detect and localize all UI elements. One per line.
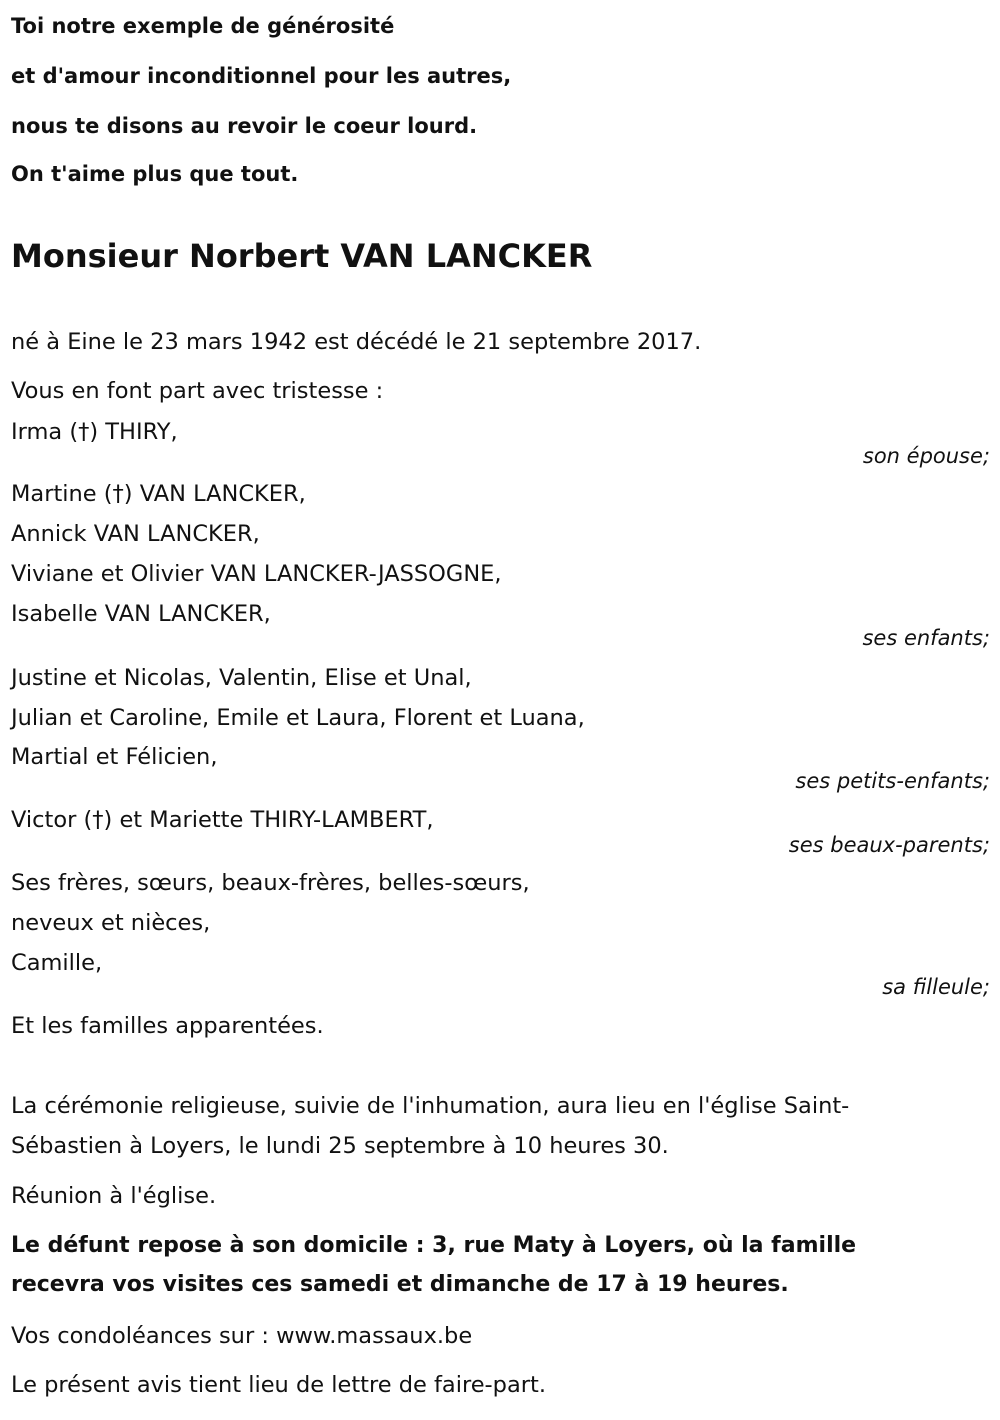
family-name: Isabelle VAN LANCKER, (11, 601, 271, 627)
relation-label: ses petits-enfants; (795, 769, 990, 793)
deceased-name-title: Monsieur Norbert VAN LANCKER (11, 237, 593, 275)
relation-label: ses enfants; (862, 626, 990, 650)
ceremony-line: La cérémonie religieuse, suivie de l'inhumation, aura lieu en l'église Saint- (11, 1093, 850, 1119)
family-name: Martine (†) VAN LANCKER, (11, 481, 306, 507)
family-name: Annick VAN LANCKER, (11, 521, 260, 547)
family-name: neveux et nièces, (11, 910, 211, 936)
ceremony-line: Sébastien à Loyers, le lundi 25 septembre à 10 heures 30. (11, 1133, 669, 1159)
family-name: Ses frères, sœurs, beaux-frères, belles-sœurs, (11, 870, 530, 896)
intro-line: Vous en font part avec tristesse : (11, 378, 384, 404)
birth-death-line: né à Eine le 23 mars 1942 est décédé le 21 septembre 2017. (11, 329, 702, 355)
family-name: Justine et Nicolas, Valentin, Elise et Unal, (11, 665, 472, 691)
relation-label: son épouse; (862, 444, 990, 468)
visitation-line: Le défunt repose à son domicile : 3, rue Maty à Loyers, où la famille (11, 1233, 857, 1258)
family-name: Julian et Caroline, Emile et Laura, Florent et Luana, (11, 705, 585, 731)
family-name: Irma (†) THIRY, (11, 419, 178, 445)
epitaph-line: et d'amour inconditionnel pour les autres, (11, 64, 512, 88)
relation-label: sa filleule; (882, 975, 990, 999)
reunion-line: Réunion à l'église. (11, 1183, 217, 1209)
family-name: Martial et Félicien, (11, 744, 218, 770)
epitaph-line: On t'aime plus que tout. (11, 162, 299, 186)
family-name: Viviane et Olivier VAN LANCKER-JASSOGNE, (11, 561, 502, 587)
visitation-line: recevra vos visites ces samedi et dimanche de 17 à 19 heures. (11, 1272, 789, 1297)
epitaph-line: nous te disons au revoir le coeur lourd. (11, 114, 478, 138)
relation-label: ses beaux-parents; (788, 833, 990, 857)
family-name: Victor (†) et Mariette THIRY-LAMBERT, (11, 807, 434, 833)
closing-line: Le présent avis tient lieu de lettre de faire-part. (11, 1372, 546, 1398)
families-line: Et les familles apparentées. (11, 1013, 324, 1039)
condolences-line: Vos condoléances sur : www.massaux.be (11, 1323, 473, 1349)
family-name: Camille, (11, 950, 103, 976)
epitaph-line: Toi notre exemple de générosité (11, 14, 395, 38)
